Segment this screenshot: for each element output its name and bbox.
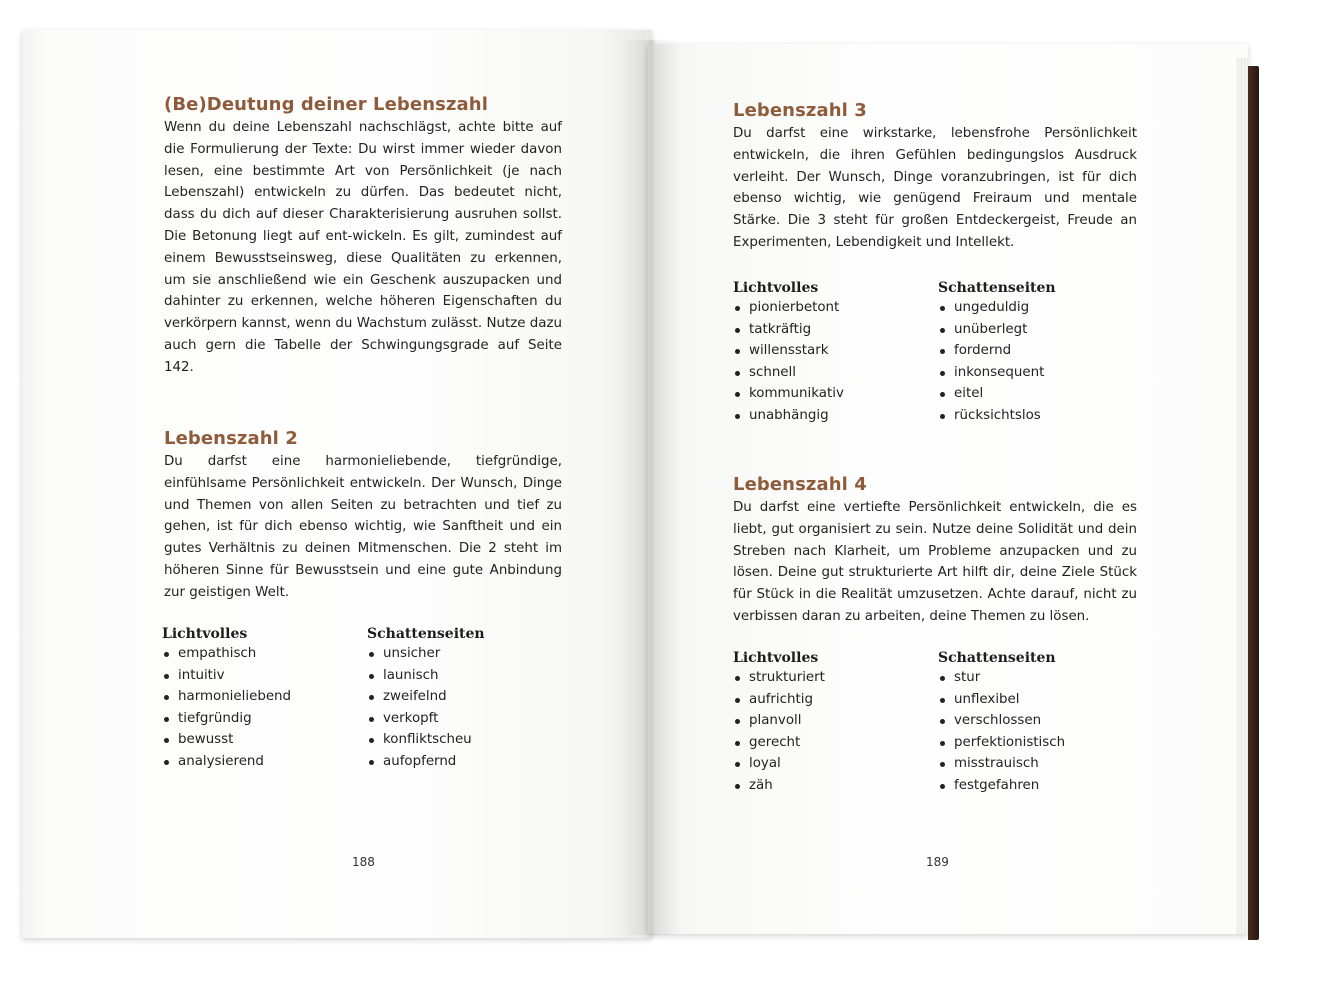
intro-paragraph: Wenn du deine Lebenszahl nachschlägst, achte bitte auf die Formulierung der Texte: Du wirst immer wieder davon lesen, eine bestimmte Art von Persönlichkeit (je nach Lebenszahl) entwickeln zu dürfen. Das bedeutet nicht, dass du dich auf dieser Charakterisierung ausruhen sollst. Die Betonung liegt auf ent-wickeln. Es gilt, zumindest auf einem Bewusstseinsweg, diese Qualitäten zu erkennen, um sie anschließend wie ein Geschenk auszupacken und dahinter zu erkennen, welche höheren Eigenschaften du verkörpern kannst, wenn du Wachstum zulässt. Nutze dazu auch gern die Tabelle der Schwingungsgrade auf Seite 142. <box>164 120 562 375</box>
section2-heading: Lebenszahl 2 <box>164 428 298 449</box>
section4-light-title: Lichtvolles <box>733 650 819 666</box>
list-item: tiefgründig <box>162 708 367 730</box>
section2-light-list <box>162 643 367 773</box>
list-item: zweifelnd <box>367 686 572 708</box>
section4-heading: Lebenszahl 4 <box>733 474 867 495</box>
section4-traits <box>733 650 1143 797</box>
list-item: harmonieliebend <box>162 686 367 708</box>
book-cover-edge <box>1248 66 1259 940</box>
list-item: launisch <box>367 665 572 687</box>
list-item: intuitiv <box>162 665 367 687</box>
list-item: misstrauisch <box>938 753 1143 775</box>
section3-shadow-list <box>938 297 1143 427</box>
section3-heading: Lebenszahl 3 <box>733 100 867 121</box>
section2-light-column <box>162 626 367 773</box>
section3-shadow-title: Schattenseiten <box>938 280 1056 296</box>
section4-shadow-column <box>938 650 1143 797</box>
list-item: gerecht <box>733 732 938 754</box>
list-item: verschlossen <box>938 710 1143 732</box>
section2-paragraph: Du darfst eine harmonieliebende, tiefgründige, einfühlsame Persönlichkeit entwickeln. Der Wunsch, Dinge und Themen von allen Seiten zu betrachten und tief zu gehen, ist für dich ebenso wichtig, wie Sanftheit und ein gutes Verhältnis zu deinen Mitmenschen. Die 2 steht im höheren Sinne für Bewusstsein und eine gute Anbindung zur geistigen Welt. <box>164 454 562 600</box>
section-lebenszahl-3 <box>733 100 1137 254</box>
section3-light-list <box>733 297 938 427</box>
list-item: festgefahren <box>938 775 1143 797</box>
section4-shadow-list <box>938 667 1143 797</box>
section2-shadow-title: Schattenseiten <box>367 626 485 642</box>
list-item: unüberlegt <box>938 319 1143 341</box>
section3-light-title: Lichtvolles <box>733 280 819 296</box>
list-item: unsicher <box>367 643 572 665</box>
list-item: inkonsequent <box>938 362 1143 384</box>
list-item: schnell <box>733 362 938 384</box>
section4-light-column <box>733 650 938 797</box>
list-item: planvoll <box>733 710 938 732</box>
list-item: zäh <box>733 775 938 797</box>
list-item: aufrichtig <box>733 689 938 711</box>
section3-shadow-column <box>938 280 1143 427</box>
section2-light-title: Lichtvolles <box>162 626 248 642</box>
list-item: strukturiert <box>733 667 938 689</box>
list-item: aufopfernd <box>367 751 572 773</box>
page-number-left: 188 <box>352 855 375 869</box>
list-item: ungeduldig <box>938 297 1143 319</box>
list-item: tatkräftig <box>733 319 938 341</box>
intro-heading: (Be)Deutung deiner Lebenszahl <box>164 94 488 115</box>
list-item: empathisch <box>162 643 367 665</box>
section3-light-column <box>733 280 938 427</box>
section2-shadow-list <box>367 643 572 773</box>
list-item: analysierend <box>162 751 367 773</box>
list-item: rücksichtslos <box>938 405 1143 427</box>
list-item: willensstark <box>733 340 938 362</box>
list-item: bewusst <box>162 729 367 751</box>
section2-traits <box>162 626 572 773</box>
intro-section <box>164 94 562 379</box>
list-item: fordernd <box>938 340 1143 362</box>
page-number-right: 189 <box>926 855 949 869</box>
list-item: kommunikativ <box>733 383 938 405</box>
list-item: stur <box>938 667 1143 689</box>
section3-paragraph: Du darfst eine wirkstarke, lebensfrohe Persönlichkeit entwickeln, die ihren Gefühlen bedingungslos Ausdruck verleiht. Der Wunsch, Dinge voranzubringen, ist für dich ebenso wichtig, wie genügend Freiraum und mentale Stärke. Die 3 steht für großen Entdeckergeist, Freude an Experimenten, Lebendigkeit und Intellekt. <box>733 126 1137 250</box>
list-item: perfektionistisch <box>938 732 1143 754</box>
list-item: unflexibel <box>938 689 1143 711</box>
list-item: pionierbetont <box>733 297 938 319</box>
section3-traits <box>733 280 1143 427</box>
section-lebenszahl-2 <box>164 428 562 604</box>
spine-shadow <box>620 40 680 935</box>
list-item: eitel <box>938 383 1143 405</box>
section4-shadow-title: Schattenseiten <box>938 650 1056 666</box>
list-item: verkopft <box>367 708 572 730</box>
section4-light-list <box>733 667 938 797</box>
list-item: loyal <box>733 753 938 775</box>
list-item: konfliktscheu <box>367 729 572 751</box>
section2-shadow-column <box>367 626 572 773</box>
section4-paragraph: Du darfst eine vertiefte Persönlichkeit entwickeln, die es liebt, gut organisiert zu sein. Nutze deine Solidität und dein Streben nach Klarheit, um Probleme anzupacken und zu lösen. Deine gut strukturierte Art hilft dir, deine Ziele Stück für Stück in die Realität umzusetzen. Achte darauf, nicht zu verbissen daran zu arbeiten, deine Themen zu lösen. <box>733 500 1137 624</box>
list-item: unabhängig <box>733 405 938 427</box>
section-lebenszahl-4 <box>733 474 1137 628</box>
